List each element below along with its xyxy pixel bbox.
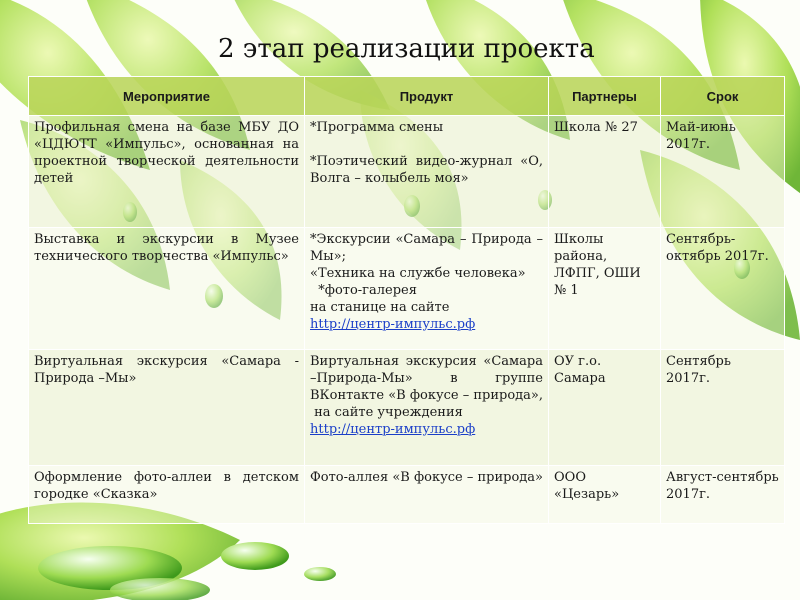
product-line: *фото-галерея	[310, 283, 417, 298]
product-line: на сайте учреждения	[310, 405, 463, 420]
product-line: Фото-аллея «В фокусе – природа»	[310, 470, 543, 485]
product-line: на станице на сайте	[310, 300, 450, 315]
cell-product	[305, 228, 549, 350]
cell-partners: ОУ г.о. Самара	[549, 350, 661, 466]
cell-product	[305, 116, 549, 228]
cell-term: Август-сентябрь 2017г.	[661, 466, 785, 524]
cell-partners: Школа № 27	[549, 116, 661, 228]
table-header-row	[29, 77, 785, 116]
cell-term: Сентябрь 2017г.	[661, 350, 785, 466]
cell-event: Оформление фото-аллеи в детском городке «Сказка»	[29, 466, 305, 524]
cell-event: Профильная смена на базе МБУ ДО «ЦДЮТТ «Импульс», основанная на проектной творческой деятельности детей	[29, 116, 305, 228]
cell-event: Виртуальная экскурсия «Самара - Природа –Мы»	[29, 350, 305, 466]
product-line: *Поэтический видео-журнал «О, Волга – колыбель моя»	[310, 154, 543, 186]
header-product: Продукт	[305, 77, 549, 116]
table-row	[29, 350, 785, 466]
header-event: Мероприятие	[29, 77, 305, 116]
header-partners: Партнеры	[549, 77, 661, 116]
cell-product	[305, 466, 549, 524]
product-line: Виртуальная экскурсия «Самара –Природа-Мы» в группе ВКонтакте «В фокусе – природа»,	[310, 354, 543, 403]
website-link[interactable]: http://центр-импульс.рф	[310, 317, 476, 332]
product-line: «Техника на службе человека»	[310, 266, 526, 281]
table-row	[29, 466, 785, 524]
project-table	[28, 76, 785, 524]
table-row	[29, 228, 785, 350]
cell-term: Сентябрь-октябрь 2017г.	[661, 228, 785, 350]
header-term: Срок	[661, 77, 785, 116]
product-line: *Экскурсии «Самара – Природа – Мы»;	[310, 232, 543, 264]
cell-partners: Школы района, ЛФПГ, ОШИ № 1	[549, 228, 661, 350]
product-line-spacer	[310, 136, 543, 153]
website-link[interactable]: http://центр-импульс.рф	[310, 422, 476, 437]
product-line: *Программа смены	[310, 120, 444, 135]
cell-product	[305, 350, 549, 466]
cell-event: Выставка и экскурсии в Музее технического творчества «Импульс»	[29, 228, 305, 350]
slide-title: 2 этап реализации проекта	[218, 34, 595, 64]
table-row	[29, 116, 785, 228]
cell-term: Май-июнь 2017г.	[661, 116, 785, 228]
cell-partners: ООО «Цезарь»	[549, 466, 661, 524]
